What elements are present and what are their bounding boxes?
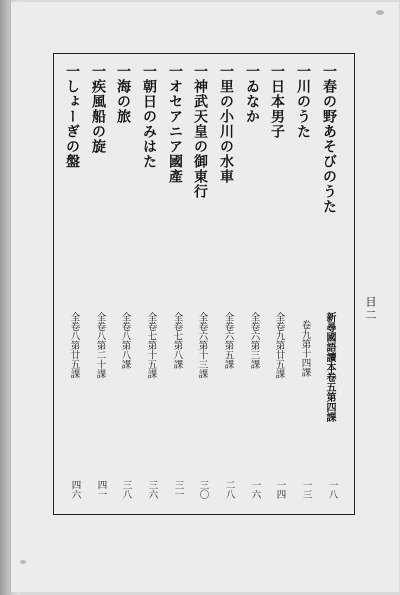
entry-source: 全卷六第五課 <box>222 312 234 369</box>
entry-title: 一神武天皇の御東行 <box>192 64 208 199</box>
entry-page: 三一 <box>172 480 184 499</box>
ink-blot <box>20 560 26 564</box>
entry-source: 全卷八第二十課 <box>94 312 106 379</box>
entry-page: 一八 <box>326 480 338 499</box>
page-folio: 目二 <box>364 296 377 322</box>
entry-title: 一川のうた <box>295 64 311 139</box>
entry-source: 全卷九第廿五課 <box>273 312 285 379</box>
ink-blot <box>376 10 384 15</box>
entry-source: 卷九第十四課 <box>299 320 311 377</box>
entry-title: 一ゐなか <box>244 64 260 124</box>
entry-page: 三〇 <box>197 480 209 499</box>
entry-page: 一三 <box>300 480 312 499</box>
entry-title: 一疾風船の旋 <box>90 64 106 154</box>
entry-title: 一春の野あそびのうた <box>321 64 337 214</box>
entry-title: 一朝日のみはた <box>141 64 157 169</box>
entry-source: 全卷七第十五課 <box>145 312 157 379</box>
entry-source: 全卷八第廿五課 <box>68 312 80 379</box>
entry-title: 一しょーぎの盤 <box>64 64 80 169</box>
entry-page: 四一 <box>95 480 107 499</box>
entry-source: 全卷六第三課 <box>248 312 260 369</box>
entry-page: 一四 <box>274 480 286 499</box>
entry-source: 全卷六第十三課 <box>196 312 208 379</box>
entry-title: 一日本男子 <box>269 64 285 139</box>
entry-title: 一オセアニア國產 <box>167 64 183 184</box>
entry-page: 一六 <box>249 480 261 499</box>
entry-source: 全卷七第八課 <box>171 312 183 369</box>
entry-page: 四六 <box>69 480 81 499</box>
entry-page: 二八 <box>223 480 235 499</box>
entry-source: 新尋國語讀本卷五第四課 <box>324 312 335 422</box>
entry-title: 一里の小川の水車 <box>218 64 234 184</box>
entry-page: 三六 <box>146 480 158 499</box>
entry-title: 一海の旅 <box>115 64 131 124</box>
entry-source: 全卷八第八課 <box>119 312 131 369</box>
entry-page: 三八 <box>120 480 132 499</box>
